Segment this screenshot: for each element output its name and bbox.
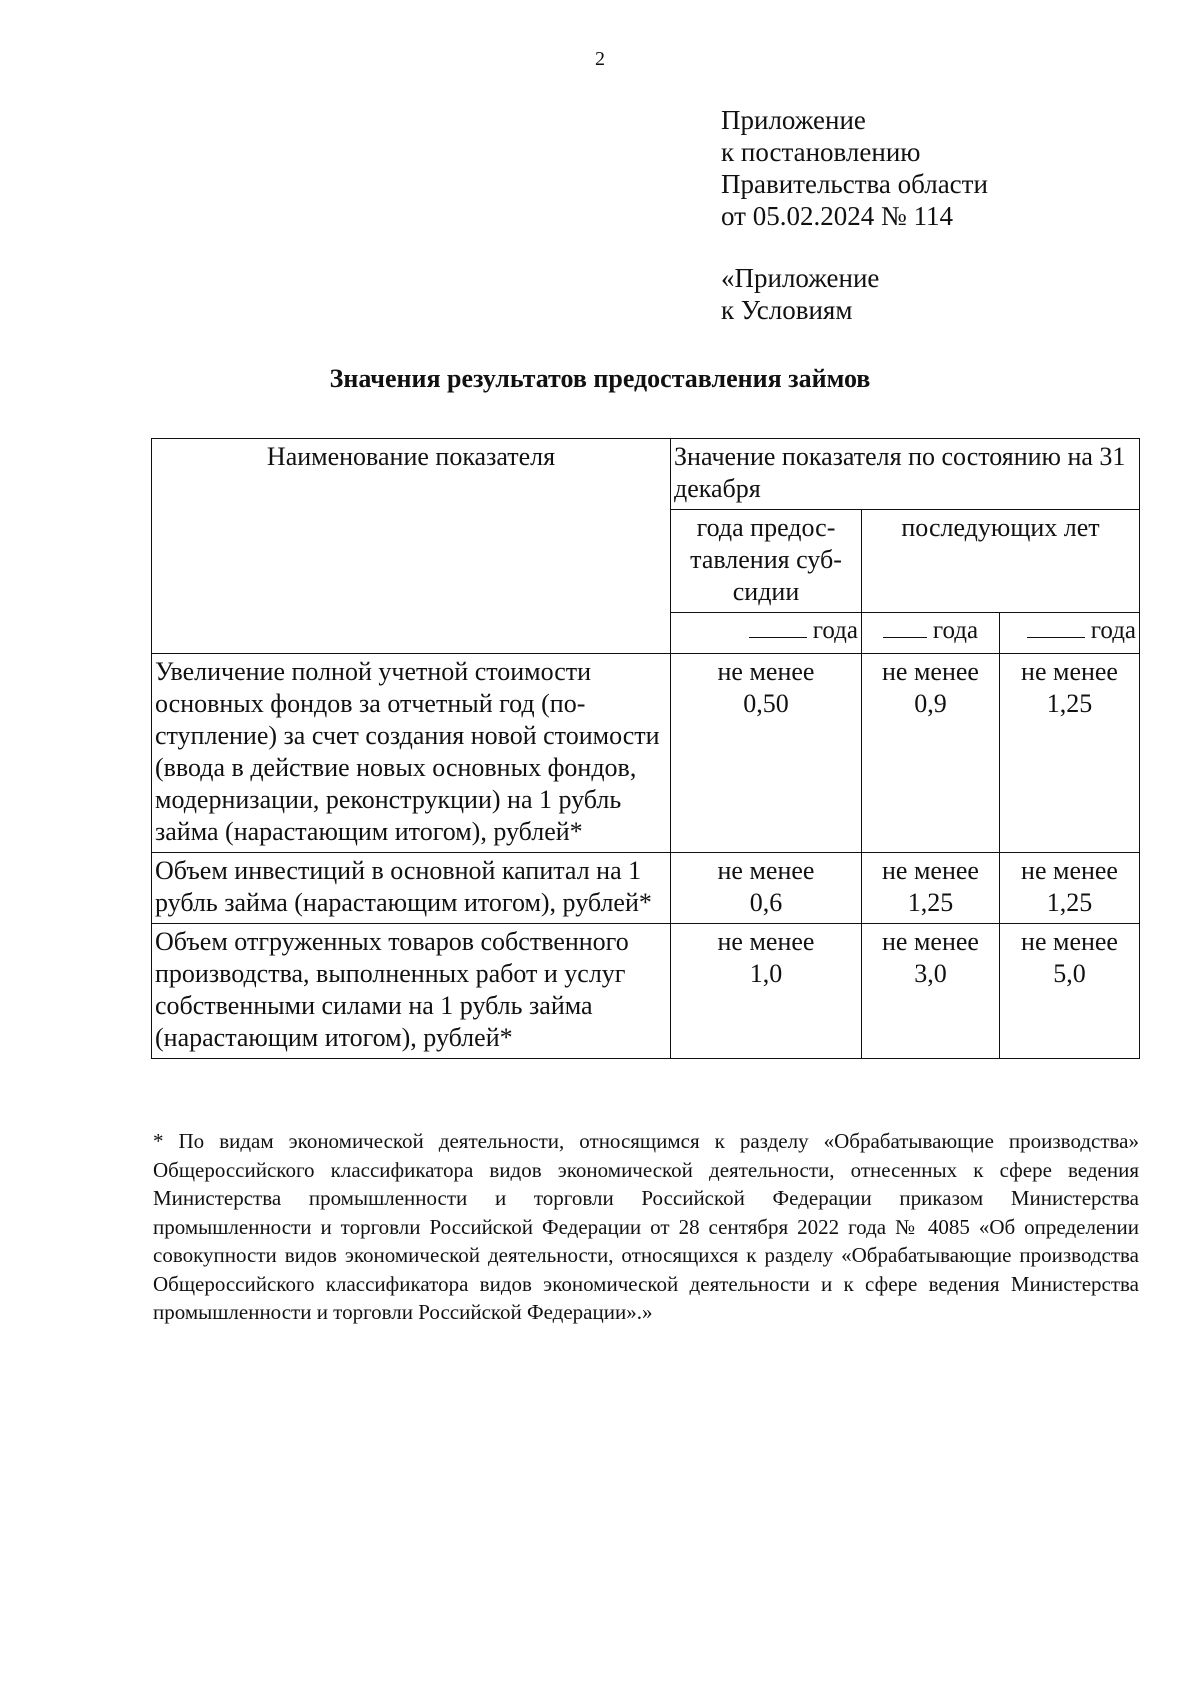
value-cell	[1000, 924, 1140, 1059]
appendix-line: «Приложение	[721, 263, 880, 293]
table-header-row	[152, 439, 1140, 510]
footnote: * По видам экономической деятельности, относящимся к разделу «Обрабатывающие производства» Общероссийского классификатора видов экономической деятельности, отнесенных к сфере ведения Министерства промышленности и торговли Российской Федерации приказом Министерства промышленности и торговли Российской Федерации от 28 сентября 2022 года № 4085 «Об определении совокупности видов экономической деятельности, относящихся к разделу «Обрабатывающие производства Общероссийского классификатора видов экономической деятельности и к сфере ведения Министерства промышленности и торговли Российской Федерации».»	[153, 1129, 1139, 1324]
value-label: не менее	[882, 927, 979, 956]
blank-line	[749, 615, 807, 638]
value-label: не менее	[717, 927, 815, 956]
value-cell	[1000, 654, 1140, 853]
value-number: 1,25	[1046, 689, 1093, 718]
header-grant-year: года предоставления субсидии	[671, 510, 862, 613]
header-value-state: Значение показателя по состоянию на 31 декабря	[671, 439, 1140, 510]
value-cell	[671, 654, 862, 853]
value-number: 5,0	[1053, 959, 1086, 988]
header-year-cell	[862, 613, 1000, 654]
value-label: не менее	[882, 856, 979, 885]
blank-line	[883, 615, 927, 638]
year-label: года	[1090, 617, 1137, 644]
appendix-line: к Условиям	[721, 295, 853, 325]
appendix-line: Приложение	[721, 105, 866, 135]
value-cell	[862, 924, 1000, 1059]
value-number: 0,50	[743, 689, 789, 718]
value-cell	[671, 853, 862, 924]
document-title: Значения результатов предоставления займов	[329, 364, 871, 393]
value-cell	[1000, 853, 1140, 924]
header-year-cell	[671, 613, 862, 654]
value-cell	[862, 654, 1000, 853]
page-number: 2	[595, 48, 605, 70]
value-number: 1,25	[907, 888, 954, 917]
blank-line	[1027, 615, 1085, 638]
appendix-line: к постановлению	[721, 137, 921, 167]
value-number: 3,0	[914, 959, 947, 988]
header-year-cell	[1000, 613, 1140, 654]
appendix-line: Правительства области	[721, 169, 988, 199]
value-cell	[862, 853, 1000, 924]
value-number: 1,0	[749, 959, 783, 988]
table-row	[152, 924, 1140, 1059]
indicator-name: Увеличение полной учетной стоимости основных фондов за отчетный год (поступление) за счет создания новой стоимости (ввода в действие новых основных фондов, модернизации, реконструкции) на 1 рубль займа (нарастающим итогом), рублей*	[152, 654, 671, 853]
value-label: не менее	[1021, 927, 1118, 956]
header-next-years: последующих лет	[862, 510, 1140, 613]
table-row	[152, 654, 1140, 853]
appendix-spacer	[721, 232, 988, 262]
value-label: не менее	[717, 856, 815, 885]
appendix-block	[721, 104, 988, 326]
year-label: года	[812, 617, 858, 644]
appendix-line: от 05.02.2024 № 114	[721, 201, 953, 231]
value-label: не менее	[1021, 657, 1118, 686]
header-indicator-name: Наименование показателя	[152, 439, 671, 654]
results-table	[151, 438, 1140, 1059]
value-number: 0,6	[749, 888, 783, 917]
value-label: не менее	[717, 657, 815, 686]
value-cell	[671, 924, 862, 1059]
indicator-name: Объем отгруженных товаров собственного производства, выполненных работ и услуг собственными силами на 1 рубль займа (нарастающим итогом), рублей*	[152, 924, 671, 1059]
value-number: 0,9	[914, 689, 947, 718]
table-row	[152, 853, 1140, 924]
value-label: не менее	[1021, 856, 1118, 885]
year-label: года	[932, 617, 979, 644]
indicator-name: Объем инвестиций в основной капитал на 1 рубль займа (нарастающим итогом), рублей*	[152, 853, 671, 924]
value-number: 1,25	[1046, 888, 1093, 917]
value-label: не менее	[882, 657, 979, 686]
